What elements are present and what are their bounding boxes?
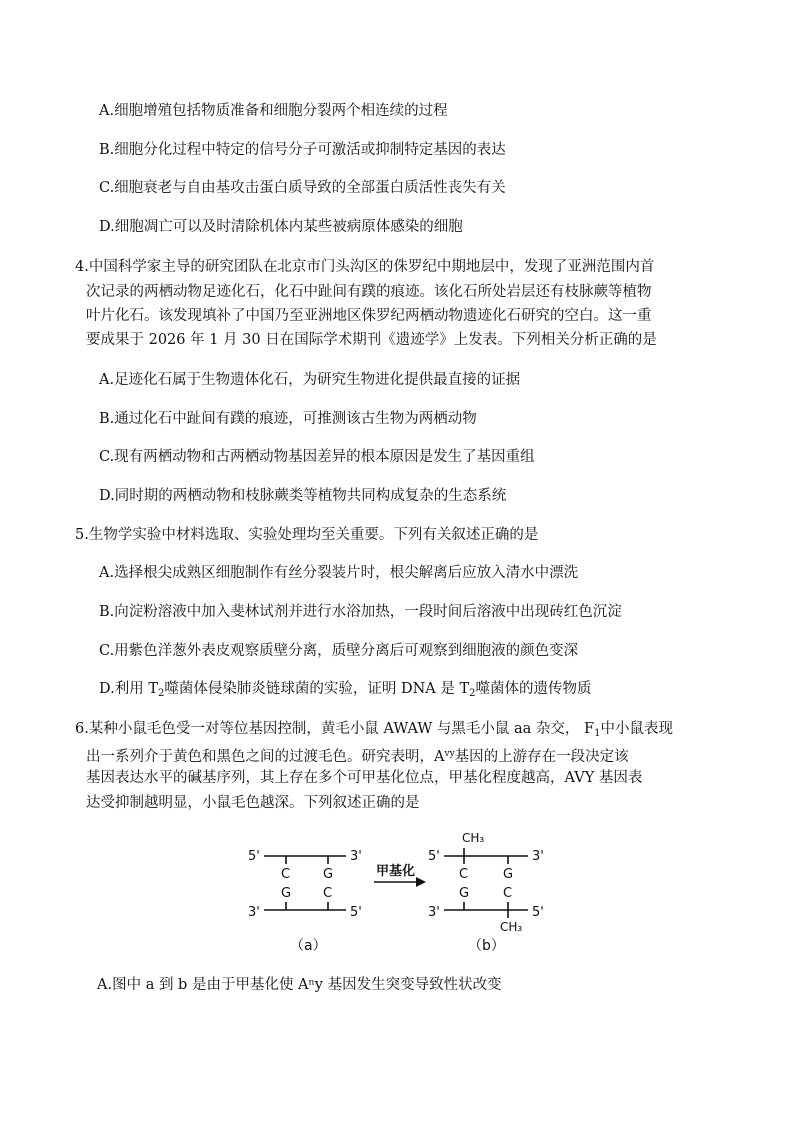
figure-a-base: G <box>281 886 292 901</box>
q6-stem-line-3: 基因表达水平的碱基序列，其上存在多个可甲基化位点，甲基化程度越高，AVY 基因表 <box>86 770 643 786</box>
figure-b-methyl-top: CH₃ <box>462 831 485 845</box>
figure-b-methyl-bottom: CH₃ <box>500 920 523 934</box>
q3-option-d: D.细胞凋亡可以及时清除机体内某些被病原体感染的细胞 <box>99 219 463 235</box>
figure-a-base: C <box>323 886 333 901</box>
figure-a-top-right: 3' <box>350 849 362 864</box>
q6-option-a: A.图中 a 到 b 是由于甲基化使 Aⁿy 基因发生突变导致性状改变 <box>97 977 502 993</box>
figure-b-base: G <box>503 867 514 882</box>
q4-option-c: C.现有两栖动物和古两栖动物基因差异的根本原因是发生了基因重组 <box>99 449 535 465</box>
q3-option-c: C.细胞衰老与自由基攻击蛋白质导致的全部蛋白质活性丧失有关 <box>99 180 506 196</box>
q5-option-d: D.利用 $T_2$噬菌体侵染肺炎链球菌的实验，证明 DNA 是 $T_2$噬菌体的遗传物质 <box>99 681 592 699</box>
q6-stem-line-1: 6.某种小鼠毛色受一对等位基因控制，黄毛小鼠 AWAW 与黑毛小鼠 aa 杂交， $F_1$中小鼠表现 <box>75 721 673 739</box>
figure-b-bottom-left: 3' <box>428 905 440 920</box>
figure-b-top-left: 5' <box>428 849 440 864</box>
q4-stem-line-3: 叶片化石。该发现填补了中国乃至亚洲地区侏罗纪两栖动物遗迹化石研究的空白。这一重 <box>86 308 652 324</box>
q4-stem-line-1: 4.中国科学家主导的研究团队在北京市门头沟区的侏罗纪中期地层中，发现了亚洲范围内首 <box>75 259 655 275</box>
methylation-figure <box>240 826 560 962</box>
figure-a-bottom-left: 3' <box>248 905 260 920</box>
figure-a-base: C <box>281 867 291 882</box>
figure-a-base: G <box>323 867 334 882</box>
q5-option-c: C.用紫色洋葱外表皮观察质壁分离，质壁分离后可观察到细胞液的颜色变深 <box>99 643 579 659</box>
figure-b-top-right: 3' <box>532 849 544 864</box>
q3-option-b: B.细胞分化过程中特定的信号分子可激活或抑制特定基因的表达 <box>99 142 506 158</box>
figure-b-base: G <box>459 886 470 901</box>
figure-a-top-left: 5' <box>248 849 260 864</box>
figure-b-base: C <box>459 867 469 882</box>
q4-stem-line-2: 次记录的两栖动物足迹化石，化石中趾间有蹼的痕迹。该化石所处岩层还有枝脉蕨等植物 <box>86 284 652 300</box>
q4-option-a: A.足迹化石属于生物遗体化石，为研究生物进化提供最直接的证据 <box>99 372 521 388</box>
q3-option-a: A.细胞增殖包括物质准备和细胞分裂两个相连续的过程 <box>99 103 448 119</box>
q4-option-b: B.通过化石中趾间有蹼的痕迹，可推测该古生物为两栖动物 <box>99 411 477 427</box>
q6-stem-line-4: 达受抑制越明显，小鼠毛色越深。下列叙述正确的是 <box>86 795 420 811</box>
q6-stem-line-2: 出一系列介于黄色和黑色之间的过渡毛色。研究表明，$A^{vy}$基因的上游存在一段决定该 <box>86 749 629 765</box>
figure-b-caption: （b） <box>468 938 505 954</box>
figure-a-bottom-right: 5' <box>350 905 362 920</box>
q5-stem: 5.生物学实验中材料选取、实验处理均至关重要。下列有关叙述正确的是 <box>75 527 539 543</box>
methylation-arrow-label: 甲基化 <box>376 864 416 879</box>
figure-b-base: C <box>503 886 513 901</box>
q5-option-b: B.向淀粉溶液中加入斐林试剂并进行水浴加热，一段时间后溶液中出现砖红色沉淀 <box>99 604 622 620</box>
q5-option-a: A.选择根尖成熟区细胞制作有丝分裂装片时，根尖解离后应放入清水中漂洗 <box>99 565 579 581</box>
figure-b-bottom-right: 5' <box>532 905 544 920</box>
q4-stem-line-4: 要成果于 2026 年 1 月 30 日在国际学术期刊《遗迹学》上发表。下列相关分析正确的是 <box>86 332 657 348</box>
figure-a-caption: （a） <box>290 938 327 954</box>
q4-option-d: D.同时期的两栖动物和枝脉蕨类等植物共同构成复杂的生态系统 <box>99 488 507 504</box>
